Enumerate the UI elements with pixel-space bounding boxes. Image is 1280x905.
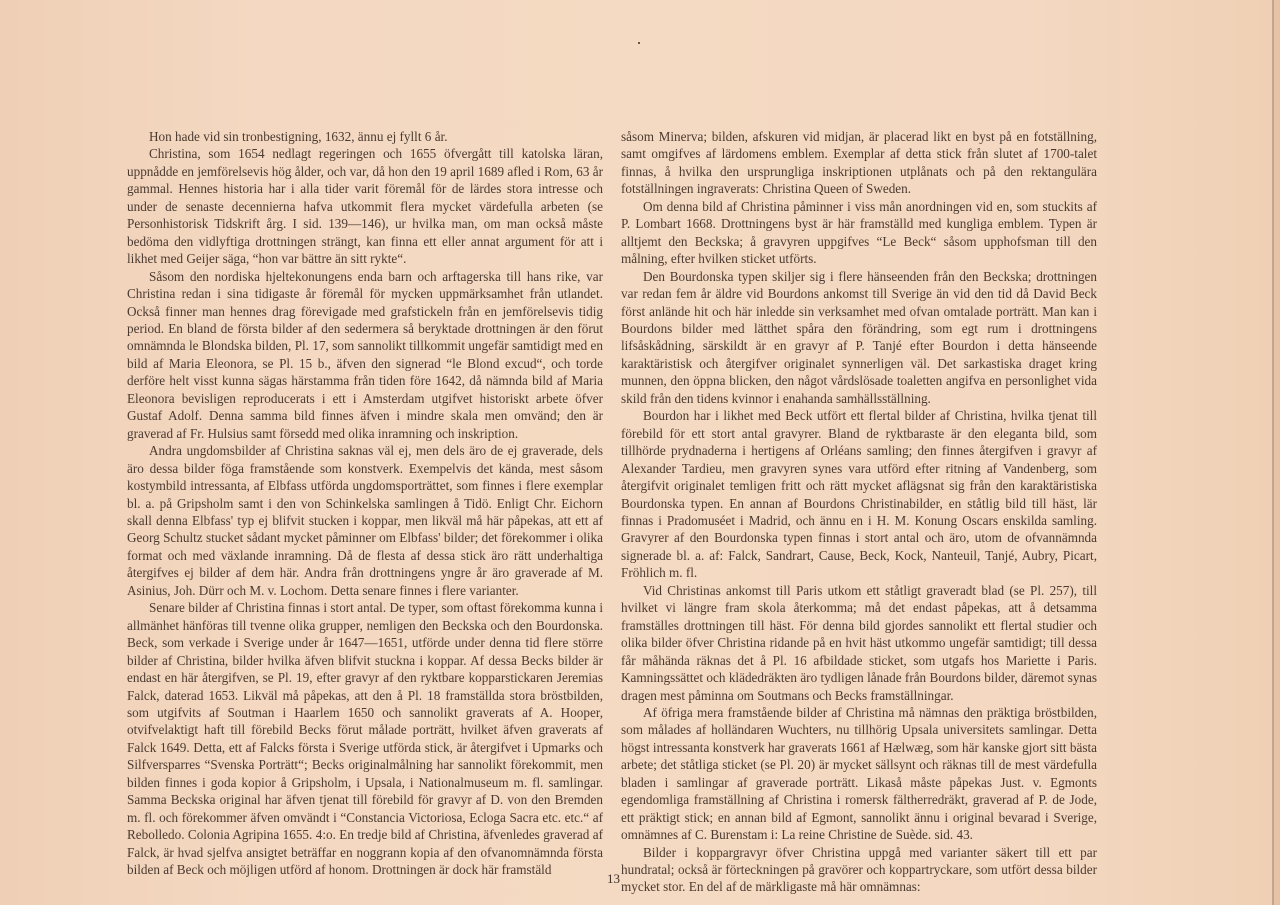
paragraph: Bourdon har i likhet med Beck utfört ett flertal bilder af Christina, hvilka tjenat till förebild för ett stort antal gravyrer. Bland de ryktbaraste är den eleganta bild, som tillhörde prydnaderna i hertigens af Orléans samling; den finnes återgifven i gravyr af Alexander Tardieu, men gravyren synes vara utförd efter ritning af Vandenberg, som återgifvit originalet temligen fritt och rätt mycket aflägsnat sig från den karaktäristiska Bourdonska typen. En annan af Bourdons Christinabilder, en ståtlig bild till häst, lär finnas i Pradomuséet i Madrid, och ännu en i H. M. Konung Oscars enskilda samling. Gravyrer af den Bourdonska typen finnas i stort antal och äro, utom de ofvannämnda signerade bl. a. af: Falck, Sandrart, Cause, Beck, Kock, Nanteuil, Tanjé, Aubry, Picart, Fröhlich m. fl.: [621, 408, 1097, 581]
page-edge-line: [1272, 0, 1274, 905]
paragraph: Af öfriga mera framstående bilder af Christina må nämnas den präktiga bröstbilden, som målades af holländaren Wuchters, nu tillhörig Upsala universitets samlingar. Detta högst intressanta konstverk har graverats 1661 af Hælwæg, som här kanske gjort sitt bästa arbete; det ståtliga sticket (se Pl. 20) är mycket sällsynt och räknas till de mest värdefulla bladen i samlingar af graverade porträtt. Likaså måste påpekas Just. v. Egmonts egendomliga framställning af Christina i romersk fältherredräkt, graverad af P. de Jode, ett präktigt stick; en annan bild af Egmont, sannolikt ännu i original bevarad i Sverige, omnämnes af C. Burenstam i: La reine Christine de Suède. sid. 43.: [621, 704, 1097, 843]
left-column: [127, 128, 603, 878]
page-number: 13: [607, 871, 620, 886]
dust-speck: [638, 42, 640, 44]
paragraph-continuation: såsom Minerva; bilden, afskuren vid midjan, är placerad likt en byst på en fotställning, samt omgifves af lärdomens emblem. Exemplar af detta stick från slutet af 1700-talet finnas, å hvilka den ursprungliga inskriptionen utplånats och på den rektangulära fotställningen ingraverats: Christina Queen of Sweden.: [621, 129, 1097, 197]
paragraph: Såsom den nordiska hjeltekonungens enda barn och arftagerska till hans rike, var Christina redan i sina tidigaste år föremål för mycken uppmärksamhet från utlandet. Också finner man hennes drag förevigade med grafstickeln från en jemförelsevis tidig period. En bland de första bilder af den sedermera så beryktade drottningen är den förut omnämnda le Blondska bilden, Pl. 17, som sannolikt tillkommit ungefär samtidigt med en bild af Maria Eleonora, se Pl. 15 b., äfven den signerad “le Blond excud“, och torde derföre helt visst kunna sägas härstamma från tiden före 1642, då nämnda bild af Maria Eleonora bevisligen reproducerats i ett i Amsterdam utgifvet historiskt arbete öfver Gustaf Adolf. Denna samma bild finnes äfven i mindre skala men omvänd; den är graverad af Fr. Hulsius samt försedd med olika inramning och inskription.: [127, 268, 603, 441]
paragraph: Andra ungdomsbilder af Christina saknas väl ej, men dels äro de ej graverade, dels äro dessa bilder föga framstående som konstverk. Exempelvis det kända, mest såsom kostymbild intressanta, af Elbfass utförda ungdomsporträttet, som finnes i flere exemplar bl. a. på Gripsholm samt i den von Schinkelska samlingen å Tidö. Enligt Chr. Eichorn skall denna Elbfass' typ ej blifvit stucken i koppar, men likväl må här påpekas, att ett af Georg Schultz stucket sådant mycket påminner om Elbfass' bilder; det förekommer i olika format och med växlande inramning. Då de flesta af dessa stick äro rätt underhaltiga återgifves ej bilder af dem här. Andra från drottningens yngre år äro graverade af M. Asinius, Joh. Dürr och M. v. Lochom. Detta senare finnes i flere varianter.: [127, 443, 603, 598]
paragraph: Hon hade vid sin tronbestigning, 1632, ännu ej fyllt 6 år.: [149, 129, 448, 144]
paragraph: Senare bilder af Christina finnas i stort antal. De typer, som oftast förekomma kunna i allmänhet hänföras till tvenne olika grupper, nemligen den Beckska och den Bourdonska. Beck, som verkade i Sverige under år 1647—1651, utförde under denna tid flere större bilder af Christina, bilder hvilka äfven blifvit stuckna i koppar. Af dessa Becks bilder är endast en här återgifven, se Pl. 19, efter gravyr af den ryktbare kopparstickaren Jeremias Falck, daterad 1653. Likväl må påpekas, att den å Pl. 18 framställda stora bröstbilden, som utgifvits af Soutman i Haarlem 1650 och sannolikt graverats af A. Hooper, otvifvelaktigt haft till förebild Becks förut målade porträtt, hvilket äfven graverats af Falck 1649. Detta, ett af Falcks första i Sverige utförda stick, är återgifvet i Upmarks och Silfversparres “Svenska Porträtt“; Becks originalmålning har sannolikt förekommit, men bilden finnes i goda kopior å Gripsholm, i Upsala, i Nationalmuseum m. fl. samlingar. Samma Beckska original har äfven tjenat till förebild för gravyr af D. von den Bremden m. fl. och förekommer äfven omvändt i “Constancia Victoriosa, Ecloga Sacra etc. etc.“ af Rebolledo. Colonia Agripina 1655. 4:o. En tredje bild af Christina, äfvenledes graverad af Falck, är hvad sjelfva ansigtet beträffar en noggrann kopia af den ofvanomnämnda första bilden af Beck och möjligen utförd af honom. Drottningen är dock här framstäld: [127, 600, 603, 878]
paragraph: Om denna bild af Christina påminner i viss mån anordningen vid en, som stuckits af P. Lombart 1668. Drottningens byst är här framställd med kungliga emblem. Typen är alltjemt den Beckska; å gravyren uppgifves “Le Beck“ såsom upphofsman till den målning, efter hvilken sticket utförts.: [621, 198, 1097, 267]
paragraph: Bilder i koppargravyr öfver Christina uppgå med varianter säkert till ett par hundratal; också är förteckningen på gravörer och koppartryckare, som utfört dessa bilder mycket stor. En del af de märkligaste må här omnämnas:: [621, 844, 1097, 895]
right-column: [621, 128, 1097, 896]
page-edge: [1274, 0, 1280, 905]
paragraph: Den Bourdonska typen skiljer sig i flere hänseenden från den Beckska; drottningen var redan fem år äldre vid Bourdons ankomst till Sverige än vid den tid då David Beck först anlände hit och här inledde sin verksamhet med ofvan omtalade porträtt. Man kan i Bourdons bilder med lätthet spåra den förändring, som egt rum i drottningens lifsåskådning, särskildt är en gravyr af P. Tanjé efter Bourdon i detta hänseende karaktäristisk och återgifver originalet synnerligen väl. Det sarkastiska draget kring munnen, den öppna blicken, den något vårdslösade toaletten angifva en personlighet vida skild från den tidens kvinnor i enahanda samhällsställning.: [621, 268, 1097, 406]
paragraph: Vid Christinas ankomst till Paris utkom ett ståtligt graveradt blad (se Pl. 257), till hvilket vi längre fram skola återkomma; må det endast påpekas, att å detsamma framställes drottningen till häst. För denna bild gjordes sannolikt ett flertal studier och olika bilder öfver Christina ridande på en hvit häst utkommo ungefär samtidigt; till dessa får måhända räknas det å Pl. 16 afbildade sticket, som utgafs hos Mariette i Paris. Kamningssättet och klädedräkten äro tydligen lånade från Bourdons bilder, däremot synas dragen mest påminna om Soutmans och Becks framställningar.: [621, 582, 1097, 703]
paragraph: Christina, som 1654 nedlagt regeringen och 1655 öfvergått till katolska läran, uppnådde en jemförelsevis hög ålder, och var, då hon den 19 april 1689 afled i Rom, 63 år gammal. Hennes historia har i alla tider varit föremål för de lärdes stora intresse och under de senaste decennierna hafva utkommit flera mycket värdefulla arbeten (se Personhistorisk Tidskrift årg. I sid. 139—146), ur hvilka man, om man också måste bedöma den vidlyftiga drottningen strängt, kan finna ett eller annat argument för att i likhet med Geijer säga, “hon var bättre än sitt rykte“.: [127, 146, 603, 267]
